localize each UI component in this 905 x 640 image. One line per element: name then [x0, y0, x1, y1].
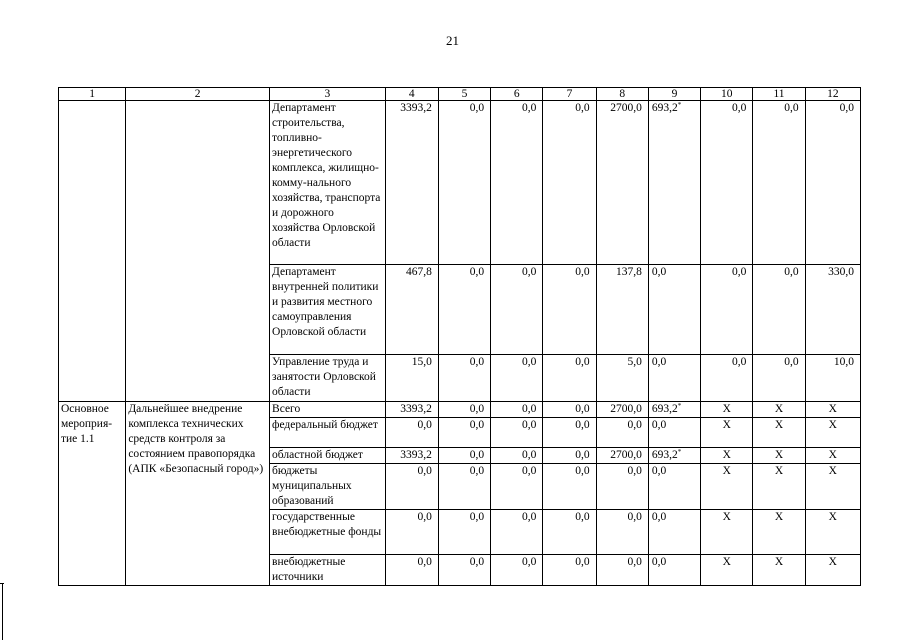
value-cell	[543, 510, 596, 555]
value-text: 0,0	[521, 419, 537, 431]
empty-cell	[59, 101, 126, 402]
value-text: 0,0	[732, 356, 747, 368]
value-text: Х	[774, 556, 784, 568]
value-cell	[753, 555, 805, 586]
value-cell	[753, 101, 805, 265]
value-text: 0,0	[469, 403, 485, 415]
value-text: Х	[828, 403, 837, 415]
value-cell	[491, 355, 543, 402]
value-text: Х	[722, 403, 731, 415]
value-text: 0,0	[627, 556, 642, 568]
activity-description: Дальнейшее внедрение комплекса технических средств контроля за состоянием правопорядка (АПК «Безопасный город»)	[126, 402, 270, 586]
value-cell	[701, 265, 753, 355]
value-text: 330,0	[828, 266, 854, 278]
footnote-marker: *	[677, 402, 682, 410]
value-cell	[805, 355, 860, 402]
department-name: Департамент внутренней политики и развития местного самоуправления Орловской области	[270, 265, 386, 355]
value-text: 0,0	[575, 449, 590, 461]
value-text: 467,8	[405, 266, 432, 278]
value-cell	[596, 418, 648, 448]
value-text: 0,0	[521, 102, 537, 114]
value-text: 0,0	[784, 102, 799, 114]
value-cell	[753, 464, 805, 510]
value-cell	[753, 402, 805, 418]
value-cell	[596, 448, 648, 464]
column-number: 3	[270, 88, 386, 101]
value-text: Х	[722, 556, 731, 568]
funding-source-name: внебюджетные источники	[270, 555, 386, 586]
value-text: 0,0	[469, 356, 485, 368]
value-cell	[701, 402, 753, 418]
value-cell	[438, 464, 490, 510]
column-numbers-row	[59, 88, 861, 101]
value-text: 0,0	[839, 102, 854, 114]
value-text: 3393,2	[400, 403, 432, 415]
value-text: Х	[774, 465, 784, 477]
column-number: 2	[126, 88, 270, 101]
value-text: 0,0	[469, 102, 485, 114]
column-number: 5	[438, 88, 490, 101]
value-text: 693,2	[651, 403, 678, 415]
value-cell	[648, 555, 700, 586]
value-cell	[491, 464, 543, 510]
value-cell	[438, 555, 490, 586]
funding-source-name: бюджеты муниципальных образований	[270, 464, 386, 510]
value-text: 0,0	[575, 511, 590, 523]
value-cell	[543, 555, 596, 586]
budget-table	[58, 87, 861, 586]
value-text: 0,0	[521, 556, 537, 568]
value-text: 0,0	[784, 266, 799, 278]
value-cell	[491, 510, 543, 555]
value-text: 0,0	[627, 465, 642, 477]
department-row	[59, 101, 861, 265]
value-text: 10,0	[833, 356, 854, 368]
value-cell	[596, 402, 648, 418]
value-cell	[648, 265, 700, 355]
value-cell	[648, 355, 700, 402]
value-cell	[596, 101, 648, 265]
department-name: Департамент строительства, топливно-энергетического комплекса, жилищно-комму-нального хозяйства, транспорта и дорожного хозяйства Орловской области	[270, 101, 386, 265]
value-cell	[543, 355, 596, 402]
value-text: 0,0	[627, 511, 642, 523]
value-cell	[805, 265, 860, 355]
value-cell	[648, 402, 700, 418]
value-text: 0,0	[651, 356, 667, 368]
value-text: Х	[722, 465, 731, 477]
column-number: 9	[648, 88, 700, 101]
value-cell	[543, 418, 596, 448]
value-cell	[753, 418, 805, 448]
value-cell	[648, 464, 700, 510]
value-text: 0,0	[521, 465, 537, 477]
value-cell	[701, 510, 753, 555]
value-text: 0,0	[651, 511, 667, 523]
value-cell	[438, 101, 490, 265]
value-text: 0,0	[651, 419, 667, 431]
value-text: 0,0	[521, 266, 537, 278]
value-cell	[805, 402, 860, 418]
value-cell	[438, 448, 490, 464]
value-text: 0,0	[575, 465, 590, 477]
value-cell	[543, 464, 596, 510]
value-cell	[648, 418, 700, 448]
value-text: 0,0	[417, 556, 432, 568]
value-cell	[385, 355, 438, 402]
funding-source-name: областной бюджет	[270, 448, 386, 464]
value-cell	[701, 448, 753, 464]
value-cell	[385, 402, 438, 418]
page-number: 21	[446, 33, 459, 48]
value-cell	[701, 555, 753, 586]
value-text: 0,0	[521, 449, 537, 461]
value-text: 0,0	[417, 465, 432, 477]
value-cell	[385, 510, 438, 555]
column-number: 10	[701, 88, 753, 101]
value-text: 0,0	[469, 465, 485, 477]
value-cell	[805, 448, 860, 464]
value-text: 137,8	[616, 266, 642, 278]
value-text: 0,0	[469, 266, 485, 278]
value-text: 0,0	[575, 403, 590, 415]
value-cell	[648, 448, 700, 464]
column-number: 12	[805, 88, 860, 101]
value-text: 0,0	[469, 419, 485, 431]
value-cell	[543, 448, 596, 464]
value-cell	[385, 418, 438, 448]
value-cell	[753, 510, 805, 555]
value-text: Х	[722, 449, 731, 461]
value-cell	[805, 464, 860, 510]
value-cell	[543, 265, 596, 355]
value-cell	[543, 101, 596, 265]
value-text: Х	[828, 419, 837, 431]
value-cell	[385, 555, 438, 586]
value-cell	[805, 510, 860, 555]
value-cell	[805, 101, 860, 265]
value-text: 0,0	[732, 102, 747, 114]
value-cell	[753, 448, 805, 464]
value-cell	[701, 355, 753, 402]
value-text: 0,0	[469, 556, 485, 568]
value-cell	[491, 265, 543, 355]
value-text: 0,0	[417, 511, 432, 523]
funding-source-name: государственные внебюджетные фонды	[270, 510, 386, 555]
value-text: 0,0	[627, 419, 642, 431]
column-number: 8	[596, 88, 648, 101]
value-cell	[753, 265, 805, 355]
value-text: 0,0	[732, 266, 747, 278]
funding-source-name: федеральный бюджет	[270, 418, 386, 448]
column-number: 11	[753, 88, 805, 101]
value-text: Х	[828, 449, 837, 461]
value-cell	[491, 101, 543, 265]
value-cell	[648, 510, 700, 555]
value-cell	[438, 418, 490, 448]
value-text: 0,0	[417, 419, 432, 431]
table-body	[59, 88, 861, 586]
value-cell	[701, 418, 753, 448]
value-text: Х	[828, 465, 837, 477]
value-text: Х	[828, 511, 837, 523]
value-cell	[805, 418, 860, 448]
value-cell	[701, 101, 753, 265]
footnote-marker: *	[677, 101, 682, 109]
scan-edge-mark	[2, 583, 3, 640]
value-text: 15,0	[411, 356, 432, 368]
value-text: 0,0	[651, 556, 667, 568]
value-text: 0,0	[521, 403, 537, 415]
value-text: Х	[774, 511, 784, 523]
value-cell	[753, 355, 805, 402]
value-cell	[438, 355, 490, 402]
column-number: 7	[543, 88, 596, 101]
value-cell	[596, 355, 648, 402]
empty-cell	[126, 101, 270, 402]
column-number: 1	[59, 88, 126, 101]
value-text: 693,2	[651, 449, 678, 461]
value-cell	[491, 418, 543, 448]
value-text: 0,0	[575, 266, 590, 278]
value-text: Х	[828, 556, 837, 568]
value-text: Х	[774, 449, 784, 461]
value-cell	[438, 265, 490, 355]
department-name: Управление труда и занятости Орловской области	[270, 355, 386, 402]
value-text: Х	[722, 511, 731, 523]
value-cell	[596, 555, 648, 586]
funding-source-row	[59, 402, 861, 418]
value-cell	[596, 464, 648, 510]
value-cell	[438, 510, 490, 555]
value-text: Х	[774, 403, 784, 415]
value-text: Х	[774, 419, 784, 431]
column-number: 4	[385, 88, 438, 101]
value-cell	[438, 402, 490, 418]
value-cell	[491, 402, 543, 418]
value-cell	[491, 448, 543, 464]
value-cell	[701, 464, 753, 510]
funding-source-name: Всего	[270, 402, 386, 418]
value-text: 0,0	[469, 449, 485, 461]
value-text: 0,0	[575, 556, 590, 568]
value-text: 0,0	[651, 266, 667, 278]
value-text: 3393,2	[400, 102, 432, 114]
value-text: 0,0	[575, 356, 590, 368]
value-text: 0,0	[784, 356, 799, 368]
value-text: 0,0	[575, 102, 590, 114]
value-cell	[385, 464, 438, 510]
value-text: 2700,0	[610, 403, 642, 415]
value-cell	[543, 402, 596, 418]
value-cell	[385, 448, 438, 464]
value-text: 3393,2	[400, 449, 432, 461]
value-text: 0,0	[521, 511, 537, 523]
activity-title: Основное мероприя-тие 1.1	[59, 402, 126, 586]
value-cell	[596, 510, 648, 555]
value-text: 0,0	[575, 419, 590, 431]
value-cell	[596, 265, 648, 355]
value-text: 0,0	[469, 511, 485, 523]
column-number: 6	[491, 88, 543, 101]
value-cell	[385, 101, 438, 265]
value-text: 2700,0	[610, 102, 642, 114]
footnote-marker: *	[677, 448, 682, 456]
value-cell	[648, 101, 700, 265]
value-text: 2700,0	[610, 449, 642, 461]
value-cell	[491, 555, 543, 586]
value-cell	[805, 555, 860, 586]
value-text: 693,2	[651, 102, 678, 114]
value-text: 0,0	[521, 356, 537, 368]
value-text: 5,0	[627, 356, 642, 368]
value-text: Х	[722, 419, 731, 431]
value-text: 0,0	[651, 465, 667, 477]
value-cell	[385, 265, 438, 355]
